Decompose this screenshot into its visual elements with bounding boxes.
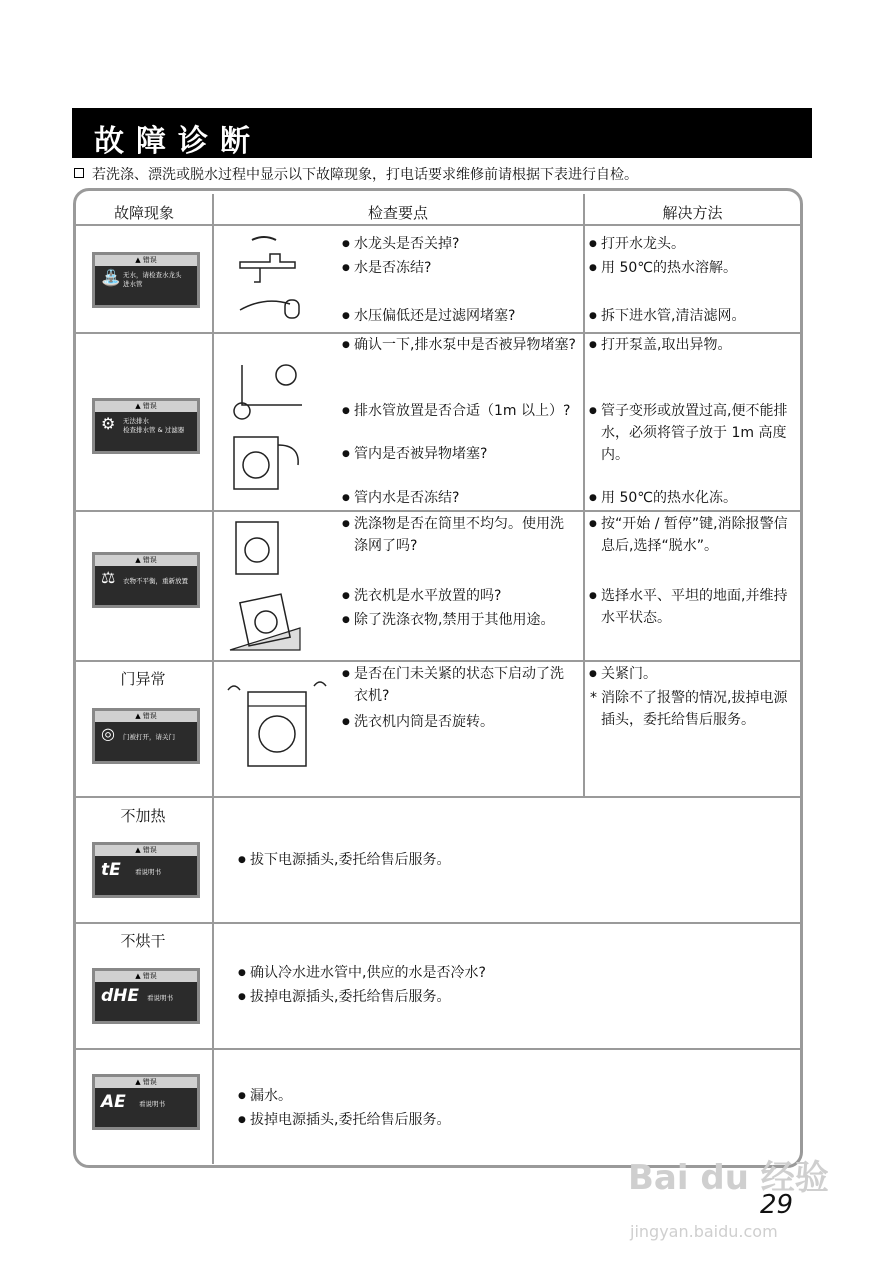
faucet-illustration — [230, 232, 305, 327]
header-check: 检查要点 — [367, 204, 428, 222]
check-item: ● 水龙头是否关掉? — [354, 233, 459, 255]
error-code: tE — [101, 860, 121, 880]
solution-item: ● 拆下进水管,清洁滤网。 — [601, 305, 745, 327]
error-code: dHE — [101, 986, 140, 1006]
error-panel — [92, 968, 200, 1024]
error-panel — [92, 708, 200, 764]
symptom-label: 不烘干 — [120, 932, 166, 950]
error-panel — [92, 552, 200, 608]
row-divider — [76, 922, 800, 924]
balance-icon: ⚖ — [101, 568, 116, 587]
check-item: ● 确认一下,排水泵中是否被异物堵塞? — [354, 334, 576, 356]
action-item: ● 拔掉电源插头,委托给售后服务。 — [250, 986, 450, 1008]
drain-pump-illustration — [228, 345, 328, 495]
solution-item: ● 按“开始 / 暂停”键,消除报警信息后,选择“脱水”。 — [601, 513, 797, 557]
check-item: ● 洗涤物是否在筒里不均匀。使用洗涤网了吗? — [354, 513, 576, 557]
error-panel — [92, 252, 200, 308]
page-title: 故障诊断 — [94, 124, 262, 159]
row-divider — [76, 796, 800, 798]
check-item: ● 管内水是否冻结? — [354, 487, 576, 509]
check-item: ● 水是否冻结? — [354, 257, 431, 279]
check-item: ● 洗衣机内筒是否旋转。 — [354, 711, 576, 733]
error-code-text: 看说明书 — [139, 1100, 165, 1108]
panel-header: ▲ 错误 — [95, 255, 197, 266]
intro-label: 若洗涤、漂洗或脱水过程中显示以下故障现象，打电话要求维修前请根据下表进行自检。 — [92, 167, 638, 183]
action-item: ● 拔下电源插头,委托给售后服务。 — [250, 849, 450, 871]
page-number: 29 — [760, 1190, 794, 1220]
solution-item: ● 用 50℃的热水溶解。 — [601, 257, 737, 279]
faucet-icon: ⛲ — [101, 268, 121, 287]
panel-header: ▲ 错误 — [95, 1077, 197, 1088]
symptom-label: 不加热 — [120, 807, 166, 825]
drain-filter-icon: ⚙ — [101, 414, 116, 433]
watermark-url: jingyan.baidu.com — [630, 1222, 778, 1241]
watermark-brand: Bai du 经验 — [628, 1158, 829, 1198]
intro-text — [74, 164, 638, 184]
check-item: ● 排水管放置是否合适（1m 以上）? — [354, 400, 576, 422]
panel-header: ▲ 错误 — [95, 971, 197, 982]
action-item: ● 拔掉电源插头,委托给售后服务。 — [250, 1109, 450, 1131]
title-bar — [72, 108, 812, 158]
col-divider — [583, 194, 585, 797]
row-divider — [76, 1048, 800, 1050]
action-item: ● 漏水。 — [250, 1085, 292, 1107]
panel-header: ▲ 错误 — [95, 555, 197, 566]
error-code-text: 看说明书 — [147, 994, 173, 1002]
panel-header: ▲ 错误 — [95, 711, 197, 722]
panel-text: 无法排水 检查排水管 & 过滤器 — [123, 417, 185, 434]
solution-item: ● 管子变形或放置过高,便不能排水，必须将管子放于 1m 高度内。 — [601, 400, 797, 466]
check-item: ● 洗衣机是水平放置的吗? — [354, 585, 576, 607]
error-code-text: 看说明书 — [135, 868, 161, 876]
panel-header: ▲ 错误 — [95, 401, 197, 412]
check-item: ● 除了洗涤衣物,禁用于其他用途。 — [354, 609, 576, 631]
error-panel — [92, 398, 200, 454]
header-solution: 解决方法 — [662, 204, 723, 222]
solution-item: ● 关紧门。 — [601, 663, 797, 685]
solution-item: ● 选择水平、平坦的地面,并维持水平状态。 — [601, 585, 797, 629]
panel-text: 门被打开，请关门 — [123, 733, 175, 741]
panel-text: 无水，请检查水龙头 进水管 — [123, 271, 182, 288]
solution-item: ● 打开泵盖,取出异物。 — [601, 334, 797, 356]
symptom-label: 门异常 — [120, 670, 166, 688]
error-panel — [92, 1074, 200, 1130]
row-divider — [76, 660, 800, 662]
panel-text: 衣物不平衡，重新放置 — [123, 577, 188, 585]
row-divider — [76, 510, 800, 512]
unbalanced-washer-illustration — [222, 514, 312, 654]
solution-item: ● 打开水龙头。 — [601, 233, 685, 255]
error-panel — [92, 842, 200, 898]
error-code: AE — [101, 1092, 126, 1112]
door-icon: ◎ — [101, 724, 115, 743]
row-divider — [76, 224, 800, 226]
square-bullet-icon — [74, 168, 84, 178]
check-item: ● 管内是否被异物堵塞? — [354, 443, 576, 465]
solution-note: * 消除不了报警的情况,拔掉电源插头，委托给售后服务。 — [601, 687, 797, 731]
solution-item: ● 用 50℃的热水化冻。 — [601, 487, 797, 509]
check-item: ● 水压偏低还是过滤网堵塞? — [354, 305, 515, 327]
door-open-illustration — [222, 670, 332, 770]
panel-header: ▲ 错误 — [95, 845, 197, 856]
action-item: ● 确认冷水进水管中,供应的水是否冷水? — [250, 962, 486, 984]
header-symptom: 故障现象 — [113, 204, 174, 222]
check-item: ● 是否在门未关紧的状态下启动了洗衣机? — [354, 663, 576, 707]
